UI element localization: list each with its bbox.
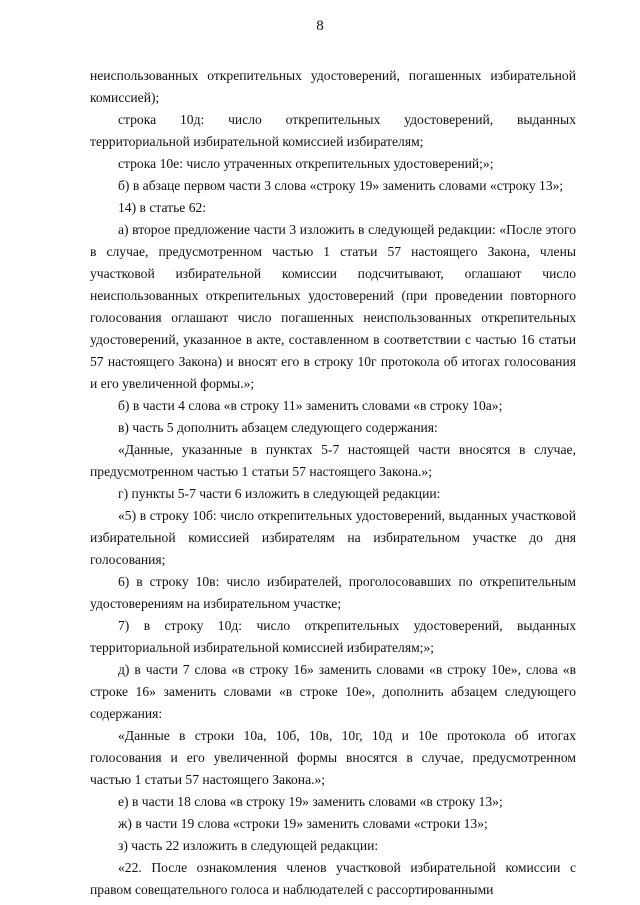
paragraph-9: «Данные, указанные в пунктах 5-7 настоящей части вносятся в случае, предусмотренном частью 1 статьи 57 настоящего Закона.»; bbox=[90, 442, 576, 479]
paragraph-14: д) в части 7 слова «в строку 16» заменить словами «в строку 10е», слова «в строке 16» заменить словами «в строке 10е», дополнить абзацем следующего содержания: bbox=[90, 662, 576, 721]
paragraph-1: неиспользованных открепительных удостоверений, погашенных избирательной комиссией); bbox=[90, 68, 576, 105]
paragraph-2: строка 10д: число открепительных удостоверений, выданных территориальной избирательной комиссией избирателям; bbox=[90, 112, 576, 149]
paragraph-13: 7) в строку 10д: число открепительных удостоверений, выданных территориальной избирательной комиссией избирателям;»; bbox=[90, 618, 576, 655]
paragraph-3: строка 10е: число утраченных открепительных удостоверений;»; bbox=[118, 156, 494, 171]
paragraph-10: г) пункты 5-7 части 6 изложить в следующей редакции: bbox=[118, 486, 441, 501]
page-number: 8 bbox=[316, 18, 324, 34]
paragraph-5: 14) в статье 62: bbox=[118, 200, 207, 215]
paragraph-8: в) часть 5 дополнить абзацем следующего содержания: bbox=[118, 420, 438, 435]
document-body bbox=[90, 65, 576, 901]
paragraph-19: «22. После ознакомления членов участковой избирательной комиссии с правом совещательного голоса и наблюдателей с рассортированными bbox=[90, 860, 576, 897]
paragraph-17: ж) в части 19 слова «строки 19» заменить словами «строки 13»; bbox=[118, 816, 488, 831]
paragraph-6: а) второе предложение части 3 изложить в следующей редакции: «После этого в случае, предусмотренном частью 1 статьи 57 настоящего Закона, члены участковой избирательной комиссии подсчитывают, оглашают число неиспользованных открепительных удостоверений (при проведении повторного голосования оглашают число погашенных неиспользованных открепительных удостоверений, указанное в акте, составленном в соответствии с частью 16 статьи 57 настоящего Закона) и вносят его в строку 10г протокола об итогах голосования и его увеличенной формы.»; bbox=[90, 222, 576, 391]
paragraph-7: б) в части 4 слова «в строку 11» заменить словами «в строку 10а»; bbox=[118, 398, 503, 413]
paragraph-11: «5) в строку 10б: число открепительных удостоверений, выданных участковой избирательной комиссией избирателям на избирательном участке до дня голосования; bbox=[90, 508, 576, 567]
paragraph-18: з) часть 22 изложить в следующей редакции: bbox=[118, 838, 379, 853]
paragraph-4: б) в абзаце первом части 3 слова «строку 19» заменить словами «строку 13»; bbox=[118, 178, 564, 193]
paragraph-16: е) в части 18 слова «в строку 19» заменить словами «в строку 13»; bbox=[118, 794, 503, 809]
paragraph-15: «Данные в строки 10а, 10б, 10в, 10г, 10д и 10е протокола об итогах голосования и его увеличенной формы вносятся в случае, предусмотренном частью 1 статьи 57 настоящего Закона.»; bbox=[90, 728, 576, 787]
paragraph-12: 6) в строку 10в: число избирателей, проголосовавших по открепительным удостоверениям на избирательном участке; bbox=[90, 574, 576, 611]
